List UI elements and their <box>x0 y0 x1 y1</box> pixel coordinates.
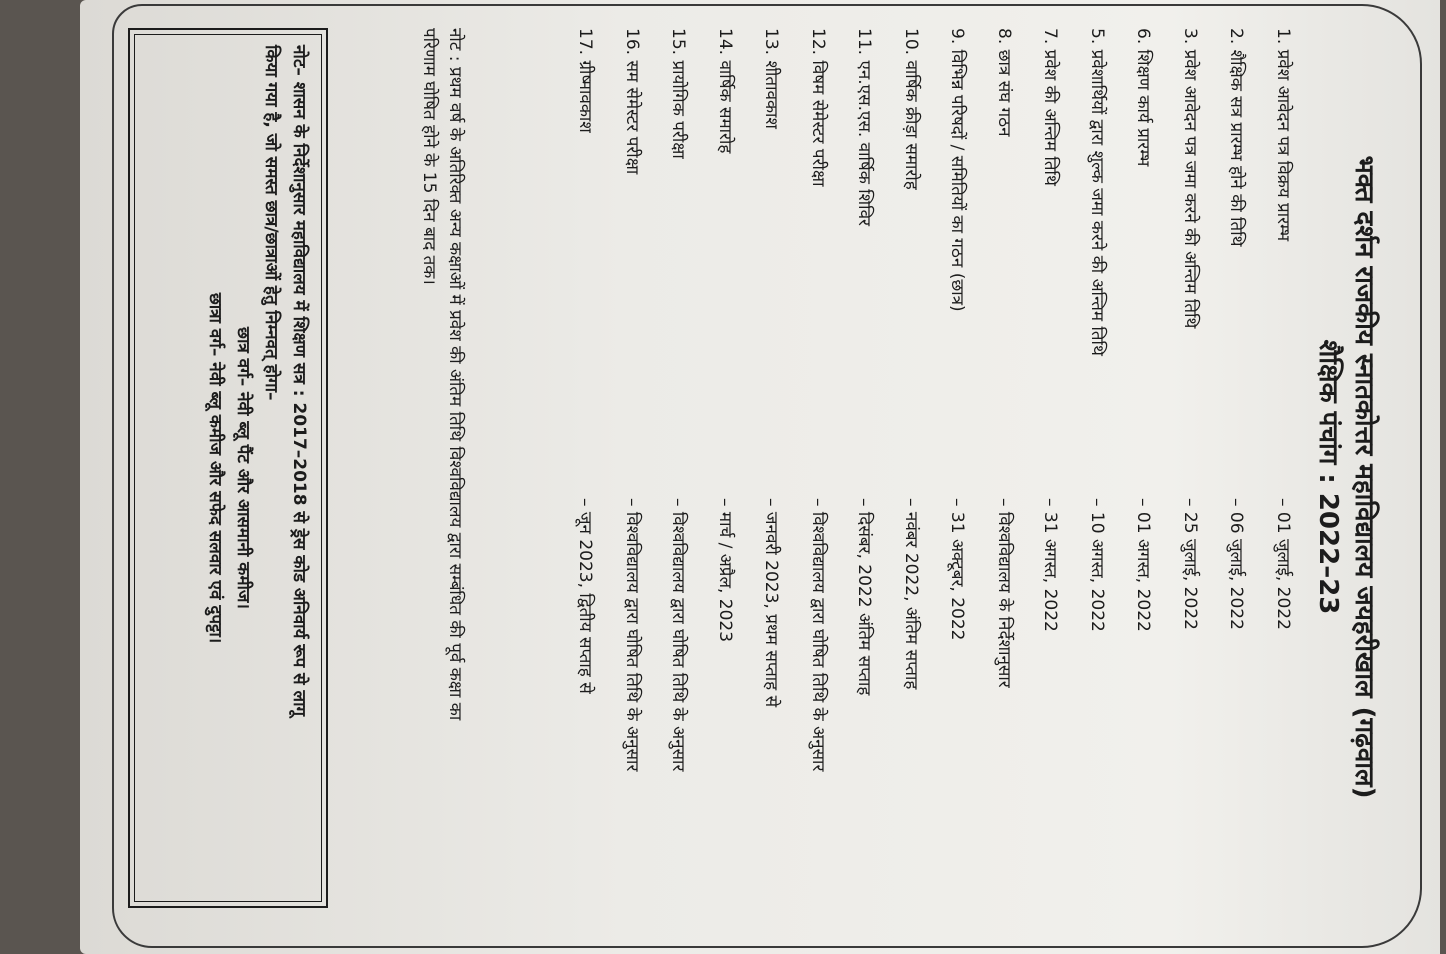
schedule-item-date: – 10 अगस्त, 2022 <box>1087 498 1107 632</box>
dress-code-girls: छात्रा वर्ग– नेवी ब्लू कमीज और सफेद सलवार एवं दुपट्टा। <box>205 292 225 644</box>
schedule-item-label: 8. छात्र संघ गठन <box>994 28 1014 137</box>
schedule-item-label: 15. प्रायोगिक परीक्षा <box>668 28 689 159</box>
schedule-item-label: 3. प्रवेश आवेदन पत्र जमा करने की अन्तिम तिथि <box>1180 28 1200 329</box>
dress-code-note-inner <box>134 34 322 902</box>
college-title: भक्त दर्शन राजकीय स्नातकोत्तर महाविद्यालय जयहरीखाल (गढ़वाल) <box>1349 155 1379 799</box>
schedule-item-date: – विश्वविद्यालय द्वारा घोषित तिथि के अनुसार <box>808 498 828 772</box>
schedule-item-label: 17. ग्रीष्मावकाश <box>575 28 596 133</box>
schedule-item-date: – विश्वविद्यालय के निर्देशानुसार <box>994 498 1014 688</box>
schedule-item-date: – विश्वविद्यालय द्वारा घोषित तिथि के अनुसार <box>668 498 689 772</box>
dress-code-line-1: नोट– शासन के निर्देशानुसार महाविद्यालय में शिक्षण सत्र : 2017–2018 से ड्रेस कोड अनिवार्य रूप से लागू <box>289 45 309 717</box>
schedule-item-label: 12. विषम सेमेस्टर परीक्षा <box>808 28 828 187</box>
schedule-item-date: – 31 अगस्त, 2022 <box>1040 498 1061 632</box>
admission-note-line-2: परिणाम घोषित होने के 15 दिन बाद तक। <box>419 28 439 285</box>
dress-code-note-box <box>128 28 328 908</box>
admission-note-line-1: नोट : प्रथम वर्ष के अतिरिक्त अन्य कक्षाओं में प्रवेश की अंतिम तिथि विश्वविद्यालय द्वारा सम्बंधित की पूर्व कक्षा का <box>445 28 465 721</box>
schedule-item-date: – विश्वविद्यालय द्वारा घोषित तिथि के अनुसार <box>622 498 642 772</box>
schedule-item-label: 14. वार्षिक समारोह <box>715 28 735 154</box>
schedule-item-date: – नवंबर 2022, अंतिम सप्ताह <box>901 498 921 690</box>
schedule-item-date: – मार्च / अप्रैल, 2023 <box>715 498 735 643</box>
schedule-item-label: 10. वार्षिक क्रीड़ा समारोह <box>901 28 921 190</box>
schedule-item-date: – दिसंबर, 2022 अंतिम सप्ताह <box>854 498 875 696</box>
schedule-item-label: 2. शैक्षिक सत्र प्रारम्भ होने की तिथि <box>1226 28 1247 247</box>
dress-code-boys: छात्र वर्ग– नेवी ब्लू पैंट और आसमानी कमीज। <box>233 327 253 609</box>
schedule-item-date: – 31 अक्टूबर, 2022 <box>947 498 968 641</box>
schedule-item-label: 1. प्रवेश आवेदन पत्र विक्रय प्रारम्भ <box>1273 28 1293 242</box>
schedule-item-date: – 01 जुलाई, 2022 <box>1273 498 1293 630</box>
schedule-item-label: 16. सम सेमेस्टर परीक्षा <box>622 28 642 175</box>
schedule-item-label: 6. शिक्षण कार्य प्रारम्भ <box>1133 28 1154 167</box>
schedule-item-date: – जून 2023, द्वितीय सप्ताह से <box>575 498 596 694</box>
calendar-subtitle: शैक्षिक पंचांग : 2022–23 <box>1313 339 1343 615</box>
schedule-item-date: – जनवरी 2023, प्रथम सप्ताह से <box>761 498 782 708</box>
schedule-item-label: 5. प्रवेशार्थियों द्वारा शुल्क जमा करने की अन्तिम तिथि <box>1087 28 1107 356</box>
admission-note <box>416 28 468 908</box>
schedule-item-date: – 01 अगस्त, 2022 <box>1133 498 1154 632</box>
schedule-item-label: 13. शीतावकाश <box>761 28 782 129</box>
schedule-item-date: – 06 जुलाई, 2022 <box>1226 498 1247 630</box>
dress-code-line-2: किया गया है, जो समस्त छात्र/छात्राओं हेतु निम्नवत् होगा– <box>261 45 281 401</box>
schedule-item-label: 7. प्रवेश की अन्तिम तिथि <box>1040 28 1061 186</box>
schedule-item-label: 11. एन.एस.एस. वार्षिक शिविर <box>854 28 875 226</box>
schedule-item-label: 9. विभिन्न परिषदों / समितियों का गठन (छात्र) <box>947 28 968 312</box>
schedule-item-date: – 25 जुलाई, 2022 <box>1180 498 1200 630</box>
